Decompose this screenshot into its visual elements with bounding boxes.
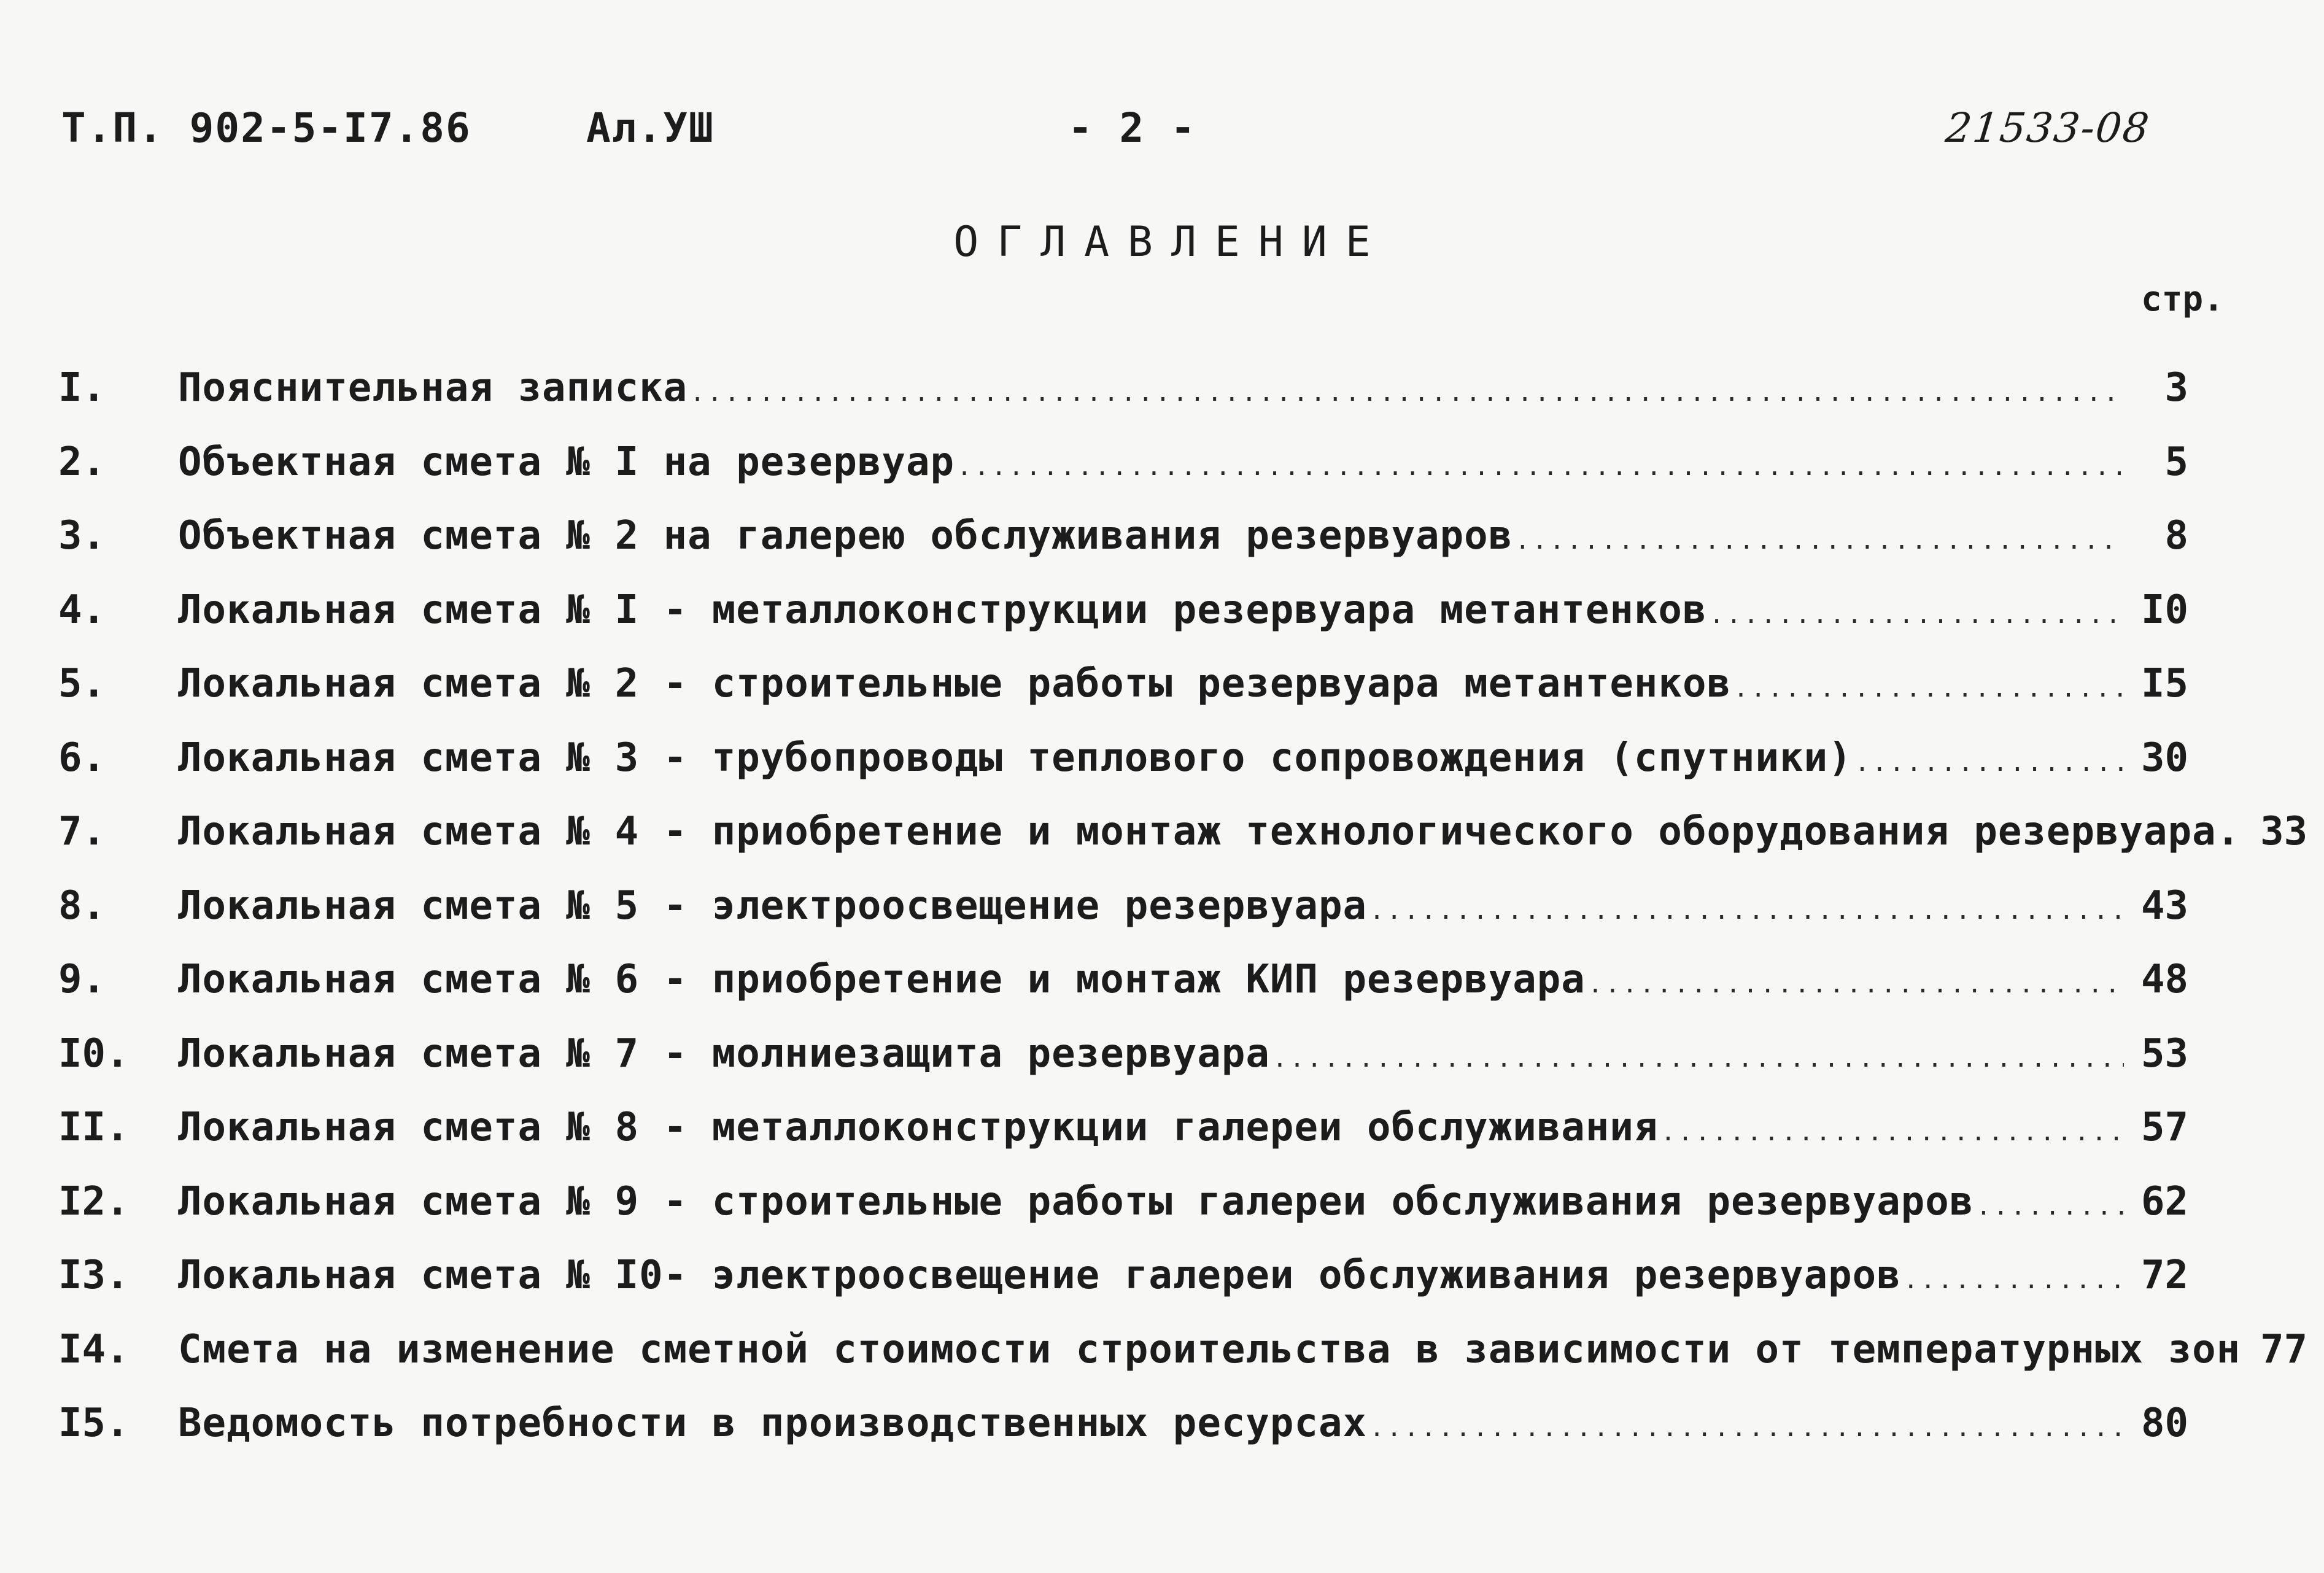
toc-dot-leader (690, 379, 2124, 407)
toc-entry-title: Локальная смета № I - металлоконструкции резервуара метантенков (178, 587, 1707, 633)
toc-entry (58, 365, 2188, 439)
toc-dot-leader (1904, 1266, 2124, 1294)
toc-entry-page: 43 (2140, 883, 2188, 929)
toc-dot-leader (957, 453, 2124, 481)
toc-dot-leader (1369, 897, 2124, 925)
page-title: ОГЛАВЛЕНИЕ (953, 218, 1389, 266)
toc-entry-title: Локальная смета № 6 - приобретение и монтаж КИП резервуара (178, 957, 1586, 1002)
toc-entry-title: Локальная смета № 8 - металлоконструкции галереи обслуживания (178, 1105, 1659, 1150)
toc-dot-leader (1709, 601, 2124, 629)
toc-entry-number: 6. (58, 735, 106, 781)
toc-entry-title: Ведомость потребности в производственных ресурсах (178, 1401, 1368, 1446)
toc-entry-page: 53 (2140, 1030, 2188, 1076)
toc-entry-number: 7. (58, 809, 106, 854)
toc-entry-page: 8 (2164, 513, 2188, 558)
toc-entry-title: Объектная смета № I на резервуар (178, 439, 955, 485)
toc-dot-leader (1855, 749, 2124, 777)
toc-entry-number: 2. (58, 439, 106, 485)
toc-entry (58, 587, 2188, 662)
toc-entry (58, 1401, 2188, 1475)
toc-dot-leader (1515, 527, 2124, 555)
toc-entry-page: 33 (2260, 809, 2308, 854)
toc-dot-leader (1660, 1118, 2124, 1146)
toc-dot-leader (1588, 970, 2124, 999)
toc-entry-title: Локальная смета № 7 - молниезащита резервуара (178, 1030, 1270, 1076)
toc-entry-page: 57 (2140, 1105, 2188, 1150)
toc-entry (58, 1179, 2188, 1253)
toc-entry (58, 957, 2188, 1031)
toc-entry (58, 661, 2188, 735)
toc-entry-page: 30 (2140, 735, 2188, 781)
toc-entry-number: I2. (58, 1178, 130, 1224)
toc-entry-number: 3. (58, 513, 106, 558)
toc-entry-number: II. (58, 1105, 130, 1150)
toc-entry (58, 1105, 2188, 1179)
inventory-number: 21533-08 (1943, 104, 2153, 152)
album-label: Ал.УШ (586, 104, 715, 152)
toc-entry-number: 9. (58, 957, 106, 1002)
toc-entry (58, 1031, 2188, 1105)
toc-entry-page: 3 (2164, 365, 2188, 411)
toc-entry (58, 883, 2188, 957)
toc-entry-title: Локальная смета № I0- электроосвещение галереи обслуживания резервуаров (178, 1253, 1901, 1298)
toc-entry-page: 62 (2140, 1178, 2188, 1224)
toc-entry-title: Локальная смета № 2 - строительные работы резервуара метантенков (178, 661, 1731, 706)
toc-entry-title: Объектная смета № 2 на галерею обслуживания резервуаров (178, 513, 1513, 558)
toc-entry-number: I3. (58, 1253, 130, 1298)
table-of-contents (58, 365, 2308, 1475)
toc-dot-leader (1272, 1045, 2124, 1073)
toc-entry-number: 8. (58, 883, 106, 929)
toc-entry-page: 72 (2140, 1253, 2188, 1298)
toc-entry-page: 5 (2164, 439, 2188, 485)
toc-entry-title: Локальная смета № 3 - трубопроводы теплового сопровождения (спутники) (178, 735, 1853, 781)
toc-entry-title: Локальная смета № 5 - электроосвещение резервуара (178, 883, 1368, 929)
page-column-label: стр. (2141, 279, 2224, 319)
toc-entry-number: 4. (58, 587, 106, 633)
toc-entry-page: 80 (2140, 1401, 2188, 1446)
toc-entry (58, 735, 2188, 810)
toc-entry-number: I0. (58, 1030, 130, 1076)
toc-entry-title: Локальная смета № 4 - приобретение и монтаж технологического оборудования резервуара. (178, 809, 2241, 854)
toc-entry-title: Смета на изменение сметной стоимости строительства в зависимости от температурных зон (178, 1326, 2241, 1372)
toc-entry-page: 77 (2260, 1326, 2308, 1372)
toc-entry-number: I5. (58, 1401, 130, 1446)
document-code: Т.П. 902-5-I7.86 (61, 104, 471, 152)
toc-entry-page: I0 (2140, 587, 2188, 633)
toc-entry-number: 5. (58, 661, 106, 706)
toc-entry-page: I5 (2140, 661, 2188, 706)
toc-entry (58, 1326, 2308, 1401)
toc-entry (58, 513, 2188, 587)
toc-entry-number: I4. (58, 1326, 130, 1372)
toc-entry (58, 809, 2308, 883)
toc-dot-leader (1369, 1414, 2124, 1442)
toc-dot-leader (1976, 1192, 2124, 1221)
toc-entry-title: Локальная смета № 9 - строительные работы галереи обслуживания резервуаров (178, 1178, 1974, 1224)
toc-entry-title: Пояснительная записка (178, 365, 688, 411)
toc-entry (58, 439, 2188, 514)
page-number: - 2 - (1068, 104, 1196, 152)
toc-dot-leader (1733, 674, 2124, 703)
toc-entry-number: I. (58, 365, 106, 411)
toc-entry-page: 48 (2140, 957, 2188, 1002)
toc-entry (58, 1253, 2188, 1327)
